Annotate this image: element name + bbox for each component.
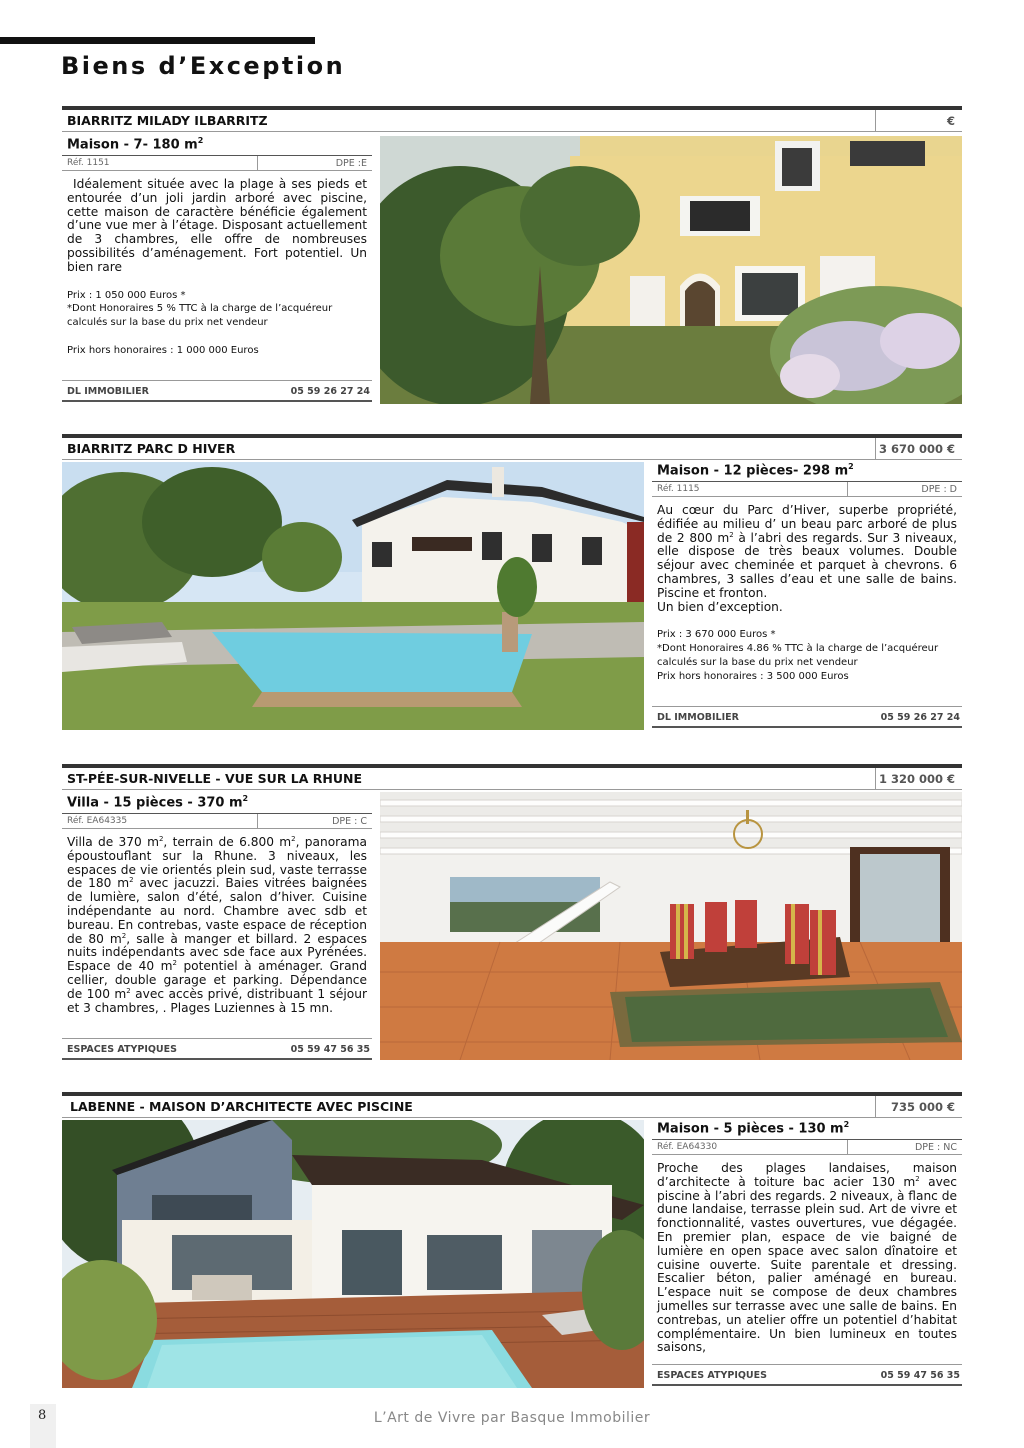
listing-title: BIARRITZ MILADY ILBARRITZ xyxy=(67,113,268,128)
agency-phone[interactable]: 05 59 47 56 35 xyxy=(880,1370,960,1381)
listing-info xyxy=(62,136,372,402)
top-accent-bar xyxy=(0,37,315,44)
listing-labenne xyxy=(62,1092,962,1392)
agency-name: DL IMMOBILIER xyxy=(657,712,739,723)
listing-price: € xyxy=(875,110,962,131)
listing-info xyxy=(652,1120,962,1390)
reference-number: Réf. EA64335 xyxy=(67,816,128,826)
net-price-detail: Prix hors honoraires : 3 500 000 Euros xyxy=(657,671,849,682)
property-photo xyxy=(62,1120,644,1388)
ref-row xyxy=(62,813,372,829)
ref-row xyxy=(62,155,372,171)
listing-biarritz-milady xyxy=(62,106,962,406)
agency-phone[interactable]: 05 59 26 27 24 xyxy=(880,712,960,723)
agency-name: DL IMMOBILIER xyxy=(67,386,149,397)
property-description: Villa de 370 $m^2$, terrain de 6.800 $m^2$, panorama époustouflant sur la Rhune. 3 niveaux, les espaces de vie orientés plein sud, vaste terrasse de 180 $m^2$ avec jacuzzi. Baies vitrées baignées de lumière, salon d’été, salon d’hiver. Cuisine indépendante au nord. Chambre avec sdb et bureau. En contrebas, vaste espace de réception de 80 $m^2$, salle à manger et billard. 2 espaces nuits indépendants avec sde face aux Pyrénées. Espace de 40 $m^2$ potentiel à aménager. Grand cellier, double garage et parking. Dépendance de 100 $m^2$ avec accès privé, distribuant 1 séjour et 3 chambres, . Plages Luziennes à 15 mn. xyxy=(67,834,367,1015)
listing-price: 1 320 000 € xyxy=(875,768,962,789)
agency-row xyxy=(652,706,962,728)
price-detail: Prix : 3 670 000 Euros * xyxy=(657,629,776,640)
footer-tagline: L’Art de Vivre par Basque Immobilier xyxy=(373,1410,651,1426)
property-type: Maison - 5 pièces - 130 $m^2$ xyxy=(657,1120,850,1137)
fees-detail: *Dont Honoraires 4.86 % TTC à la charge de l’acquéreur calculés sur la base du prix net vendeur xyxy=(657,643,939,668)
energy-rating: DPE : D xyxy=(921,484,957,495)
property-description: Proche des plages landaises, maison d’architecte à toiture bac acier 130 $m^2$ avec piscine à l’abri des regards. 2 niveaux, à flanc de dune landaise, terrasse plein sud. Art de vivre et fonctionnalité, vastes ouvertures, vue dégagée. En premier plan, espace de vie baigné de lumière en open space avec salon dînatoire et cuisine ouverte. Suite parentale et dressing. Escalier béton, palier aménagé en bureau. L’espace nuit se compose de deux chambres jumelles sur terrasse avec une salle de bains. En contrebas, un atelier offre un potentiel d’habitat complémentaire. Un bien lumineux en toutes saisons, xyxy=(657,1161,957,1355)
listing-title: ST-PÉE-SUR-NIVELLE - VUE SUR LA RHUNE xyxy=(67,771,363,786)
property-type: Maison - 12 pièces- 298 $m^2$ xyxy=(657,462,854,479)
property-photo xyxy=(62,462,644,730)
listing-header xyxy=(62,106,962,132)
listing-info xyxy=(652,462,962,732)
listing-title: LABENNE - MAISON D’ARCHITECTE AVEC PISCINE xyxy=(70,1099,413,1114)
listing-header xyxy=(62,764,962,790)
page-title: Biens d’Exception xyxy=(61,52,346,80)
property-type: Villa - 15 pièces - 370 $m^2$ xyxy=(67,794,249,811)
listing-biarritz-parc-hiver xyxy=(62,434,962,734)
ref-row xyxy=(652,481,962,497)
listing-info xyxy=(62,794,372,1062)
listing-header xyxy=(62,1092,962,1118)
agency-name: ESPACES ATYPIQUES xyxy=(67,1044,177,1055)
agency-row xyxy=(652,1364,962,1386)
fees-detail: *Dont Honoraires 5 % TTC à la charge de l’acquéreur calculés sur la base du prix net vendeur xyxy=(67,303,333,328)
listing-st-pee-sur-nivelle xyxy=(62,764,962,1064)
property-description: Au cœur du Parc d’Hiver, superbe propriété, édifiée au milieu d’ un beau parc arboré de plus de 2 800 $m^2$ à l’abri des regards. Sur 3 niveaux, elle dispose de très beaux volumes. Double séjour avec cheminée et parquet à chevrons. 6 chambres, 3 salles d’eau et une salle de bains. Piscine et fronton. Un bien d’exception. xyxy=(657,503,958,614)
net-price-detail: Prix hors honoraires : 1 000 000 Euros xyxy=(67,345,259,356)
energy-rating: DPE : C xyxy=(332,816,367,827)
price-detail: Prix : 1 050 000 Euros * xyxy=(67,290,186,301)
reference-number: Réf. 1115 xyxy=(657,484,700,494)
listing-price: 735 000 € xyxy=(875,1096,962,1117)
reference-number: Réf. 1151 xyxy=(67,158,110,168)
listing-price: 3 670 000 € xyxy=(875,438,962,459)
page-number: 8 xyxy=(38,1408,47,1423)
energy-rating: DPE : NC xyxy=(914,1142,957,1153)
agency-row xyxy=(62,1038,372,1060)
property-description: Idéalement située avec la plage à ses pieds et entourée d’un joli jardin arboré avec piscine, cette maison de caractère bénéficie également d’une vue mer à l’étage. Disposant actuellement de 3 chambres, elle offre de nombreuses possibilités d’aménagement. Fort potentiel. Un bien rare xyxy=(67,177,367,274)
listing-title: BIARRITZ PARC D HIVER xyxy=(67,441,236,456)
property-photo xyxy=(380,136,962,404)
property-type: Maison - 7- 180 $m^2$ xyxy=(67,136,204,153)
energy-rating: DPE :E xyxy=(335,158,367,169)
listing-header xyxy=(62,434,962,460)
agency-row xyxy=(62,380,372,402)
agency-phone[interactable]: 05 59 26 27 24 xyxy=(290,386,370,397)
agency-name: ESPACES ATYPIQUES xyxy=(657,1370,767,1381)
reference-number: Réf. EA64330 xyxy=(657,1142,718,1152)
ref-row xyxy=(652,1139,962,1155)
property-photo xyxy=(380,792,962,1060)
agency-phone[interactable]: 05 59 47 56 35 xyxy=(290,1044,370,1055)
